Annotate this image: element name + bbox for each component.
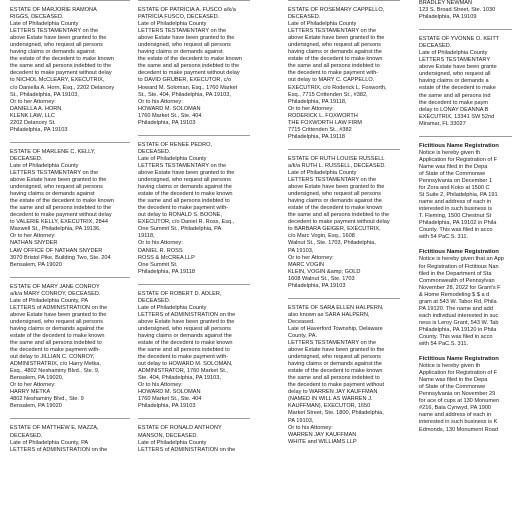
notice-line: the estate of the decedent to make known — [10, 198, 114, 205]
notice-line: the same and all persons indebted to — [288, 63, 380, 70]
notice-line: Bensalem, PA 19020 — [10, 403, 62, 410]
notice-line: the decedent to make payment with- — [10, 347, 101, 354]
notice-line: Late of Philadelphia County — [138, 21, 207, 28]
legal-notice — [419, 0, 512, 21]
notice-divider — [288, 298, 400, 299]
notice-line: MARC VOGIN — [288, 261, 325, 268]
notice-line: Notice is hereby given th — [419, 363, 481, 370]
notice-line: NATHAN SNYDER — [10, 240, 58, 247]
notice-line: undersigned, who request all — [419, 71, 491, 78]
notice-header: Fictitious Name Registration — [419, 142, 499, 149]
notice-line: EXECUTOR, c/o Daniel R. Ross, Esq., — [138, 219, 235, 226]
notice-line: DECEASED. — [10, 155, 43, 162]
notice-line: Name was filed in the Depa — [419, 163, 488, 170]
notice-line: DECEASED. — [419, 43, 452, 50]
notice-line: undersigned, who request all persons — [10, 318, 103, 325]
notice-line: above Estate have been granted to the — [288, 347, 385, 354]
notice-line: DECEASED. — [138, 297, 171, 304]
notice-line: out delay to HOWARD M. SOLOMAN, — [138, 361, 233, 368]
notice-line: estate of the decedent to make known — [138, 191, 233, 198]
notice-line: 1760 Market St., Ste. 404 — [138, 396, 202, 403]
notice-line: ROSS & McCREA LLP — [138, 254, 195, 261]
notice-line: Or to her Attorney: — [10, 233, 56, 240]
notice-line: PA 19103, — [288, 247, 314, 254]
notice-line: undersigned, who request all persons — [10, 184, 103, 191]
notice-line: above Estate have been granted to the — [288, 184, 385, 191]
notice-line: decedent to make payment without delay — [10, 212, 112, 219]
notice-line: the decedent to make paym — [419, 99, 489, 106]
notice-line: to NICHOL McCLEARY, EXECUTRIX, — [10, 77, 105, 84]
notice-divider — [288, 149, 400, 150]
notice-line: DECEASED. — [288, 14, 321, 21]
legal-notice — [419, 249, 512, 348]
notice-line: PATRICIA FUSCO, DECEASED. — [138, 14, 220, 21]
notice-line: estate of the decedent to make known — [10, 332, 105, 339]
notice-line: Deceased. — [288, 318, 315, 325]
notice-line: Esq., 4802 Neshaminy Blvd., Ste. 9, — [10, 368, 100, 375]
notice-line: WARREN JAY KAUFFMAN — [288, 431, 357, 438]
notice-line: 1608 Walnut St., Ste. 1703 — [288, 275, 355, 282]
notice-line: LETTERS of ADMINISTRATION on the — [138, 446, 236, 453]
notice-line: 7715 Crittenden St., #382 — [288, 126, 352, 133]
notice-line: DECEASED. — [138, 148, 171, 155]
notice-line: decedent to make payment without delay — [10, 70, 112, 77]
notice-line: KLEIN, VOGIN &amp; GOLD — [288, 268, 361, 275]
notice-line: the same and all persons indebted to — [138, 198, 230, 205]
notice-line: Philadelphia, PA 19118 — [138, 268, 196, 275]
legal-notice — [10, 284, 130, 411]
notice-line: RIGGS, DECEASED. — [10, 14, 64, 21]
notice-line: ESTATE OF RONALD ANTHONY — [138, 425, 222, 432]
notice-line: the same and all persons indebted to the — [138, 63, 240, 70]
notice-line: decedent to make payment without delay — [138, 70, 240, 77]
notice-line: Late of Philadelphia County — [288, 21, 357, 28]
notice-line: Or to his Attorney: — [138, 382, 183, 389]
notice-line: gram at 543 W. Tabor Rd, Phila — [419, 298, 497, 305]
notice-line: ESTATE OF MARY JANE CONROY — [10, 283, 100, 290]
notice-line: Or to her Attorney: — [288, 105, 334, 112]
notice-line: each individual interested in suc — [419, 312, 499, 319]
notice-line: having claims or demands against — [138, 49, 223, 56]
notice-line: Late of Haverford Township, Delaware — [288, 325, 383, 332]
notice-line: for Registration of Fictitious Nan — [419, 263, 499, 270]
notice-line: the same and all persons indebted to — [10, 340, 102, 347]
notice-line: LETTERS of ADMINISTRATION on the — [10, 446, 108, 453]
notice-line: the same and all persons indebted to the — [288, 212, 390, 219]
notice-line: delay to WARREN JAY KAUFFMAN — [288, 389, 378, 396]
notice-line: above Estate have been granted to the — [288, 35, 385, 42]
notice-divider — [419, 136, 512, 137]
notice-line: St., Philadelphia, PA 19103, — [10, 91, 79, 98]
notice-line: the same and all persons indebted to the — [10, 63, 112, 70]
legal-notice — [138, 425, 258, 453]
notice-line: to BARBARA GEIGER, EXECUTRIX, — [288, 226, 381, 233]
notice-line: HOWARD M. SOLOMAN — [138, 105, 201, 112]
notice-line: St., Ste. 404, Philadelphia, PA 19103, — [138, 91, 231, 98]
notice-line: Or to her Attorney: — [10, 98, 56, 105]
notice-line: Late of Philadelphia County, PA — [10, 439, 89, 446]
notice-line: above Estate have been grante — [419, 64, 497, 71]
legal-notice — [138, 7, 258, 127]
notice-line: ESTATE OF ROSEMARY CAPPELLO, — [288, 7, 385, 13]
notice-line: County. This was filed in acco — [419, 333, 493, 340]
notice-divider — [10, 277, 130, 278]
notice-line: the same and all persons ind — [419, 92, 491, 99]
notice-line: ESTATE OF ROBERT D. ADLER, — [138, 290, 222, 297]
notice-line: above Estate have been granted to the — [138, 169, 235, 176]
notice-line: a/k/a MARY CONROY, DECEASED. — [10, 290, 101, 297]
notice-line: Or to his Attorney: — [138, 98, 183, 105]
notice-divider — [138, 0, 250, 1]
notice-line: Edmonds, 130 Monument Road — [419, 426, 498, 433]
notice-line: Notice is hereby given that an App — [419, 256, 504, 263]
notice-line: THE FOXWORTH LAW FIRM — [288, 119, 362, 126]
notice-line: Ste. 404, Philadelphia, PA 19103, — [138, 375, 221, 382]
notice-line: with 54 PaC.S. 311. — [419, 234, 469, 241]
notice-line: for ace of cups at 130 Monumen — [419, 398, 500, 405]
notice-line: of State of the Commonwe — [419, 170, 486, 177]
notice-line: ESTATE OF YVONNE O. KEITT — [419, 36, 500, 43]
notice-line: LETTERS TESTAMENTARY on the — [288, 28, 377, 35]
notice-line: Esq., 7715 Crittenden St., #382, — [288, 91, 368, 98]
notice-line: undersigned, who request all persons — [138, 42, 231, 49]
notice-line: Notice is hereby given th — [419, 149, 481, 156]
notice-divider — [288, 0, 400, 1]
notice-line: undersigned, who request all persons — [10, 42, 103, 49]
notice-line: LETTERS TESTAMENTARY on the — [288, 177, 377, 184]
notice-line: undersigned, who request all persons — [138, 177, 231, 184]
notice-line: 2202 Delancey St. — [10, 119, 56, 126]
notice-line: the decedent to make payment with- — [138, 205, 229, 212]
notice-divider — [138, 284, 250, 285]
notice-line: estate of the decedent to make — [419, 85, 496, 92]
notice-divider — [10, 142, 130, 143]
notice-line: estate of the decedent to make known — [138, 340, 233, 347]
notice-line: Philadelphia, PA 19103 — [10, 126, 68, 133]
notice-line: estate of the decedent to make known — [288, 205, 383, 212]
notice-line: the estate of the decedent to make known — [138, 56, 242, 63]
notice-line: EXECUTRIX, 13341 SW 52nd — [419, 113, 495, 120]
notice-line: #216, Bala Cynwyd, PA 1900 — [419, 405, 492, 412]
notice-line: Philadelphia, PA 19103 — [288, 282, 346, 289]
notice-line: Philadelphia, PA 19118, — [288, 98, 347, 105]
notice-divider — [138, 135, 250, 136]
notice-line: Late of Philadelphia County — [10, 162, 79, 169]
column-3 — [288, 0, 408, 454]
notice-line: Philadelphia, PA 19103 — [138, 119, 196, 126]
notice-line: ESTATE OF MARLENE C. KELLY, — [10, 148, 96, 155]
notice-line: the estate of the decedent to make known — [10, 56, 114, 63]
notice-line: (NAMED IN WILL AS WARREN J. — [288, 396, 373, 403]
notice-line: the decedent to make payment without — [288, 382, 385, 389]
notice-line: Philadelphia, PA 19109 — [419, 14, 477, 21]
notice-line: Market Street, Ste. 1800, Philadelphia, — [288, 410, 384, 417]
notice-divider — [10, 0, 130, 1]
notice-line: undersigned, who request all persons — [288, 354, 381, 361]
notice-line: having claims or demands against — [10, 49, 95, 56]
notice-line: Bensalem, PA 19020 — [10, 261, 62, 268]
notice-line: St Suite 2, Philadelphia, PA 191 — [419, 192, 498, 199]
notice-line: Pennsylvania on November 29 — [419, 391, 496, 398]
notice-line: HARRY METKA — [10, 389, 51, 396]
notice-line: ESTATE OF RUTH LOUISE RUSSELL — [288, 155, 385, 162]
notice-line: c/o Marc Vogin, Esq., 1608 — [288, 233, 355, 240]
notice-line: ESTATE OF SARA ELLEN HALPERN, — [288, 304, 384, 311]
notice-line: LETTERS TESTAMENTARY on the — [138, 162, 227, 169]
legal-notice — [288, 305, 408, 446]
notice-line: EXECUTRIX, c/o Roderick L. Foxworth, — [288, 84, 387, 91]
notice-line: LETTERS of ADMINISTRATION on the — [10, 304, 108, 311]
notice-line: DECEASED. — [10, 432, 43, 439]
notice-line: Commonwealth of Pennsylvan — [419, 277, 495, 284]
notice-line: BRADLEY NEWMAN — [419, 0, 473, 6]
notice-line: ESTATE OF PATRICIA A. FUSCO a/k/a — [138, 7, 236, 13]
notice-line: to DAVID GRUBER, EXECUTOR, c/o — [138, 77, 232, 84]
notice-line: interested in such business is K — [419, 419, 498, 426]
notice-divider — [10, 418, 130, 419]
notice-line: having claims or demands against the — [138, 332, 232, 339]
notice-line: Philadelphia, PA 19120 in Phila — [419, 326, 497, 333]
notice-line: to VALERIE KELLY, EXECUTRIX, 2844 — [10, 219, 108, 226]
notice-line: above Estate have been granted to the — [138, 35, 235, 42]
notice-line: LETTERS of ADMINISTRATION on the — [138, 311, 236, 318]
notice-header: Fictitious Name Registration — [419, 356, 499, 363]
notice-line: November 28, 2022 for Grant's F — [419, 284, 501, 291]
notice-line: KLENK LAW, LLC — [10, 112, 55, 119]
notice-line: undersigned, who request all persons — [288, 191, 381, 198]
notice-line: HOWARD M. SOLOMAN — [138, 389, 201, 396]
notice-line: Application for Registration of F — [419, 370, 498, 377]
notice-line: T. Fleming, 1500 Chestnut St — [419, 213, 492, 220]
legal-notice — [288, 7, 408, 141]
notice-line: the decedent to make payment with- — [288, 70, 379, 77]
notice-line: Late of Philadelphia County, PA — [10, 297, 89, 304]
notice-line: DANIEL R. ROSS — [138, 247, 183, 254]
notice-line: Or to his Attorney: — [138, 240, 183, 247]
notice-line: 19118, — [138, 233, 155, 240]
notice-line: filed in the Department of Sta — [419, 270, 492, 277]
notice-line: having claims or demands against the — [288, 361, 382, 368]
notice-line: Name was filed in the Depa — [419, 377, 488, 384]
notice-line: ADMINISTRATRIX, c/o Harry Metka, — [10, 361, 101, 368]
notice-line: Bensalem, PA 19020, — [10, 375, 64, 382]
notice-line: Application for Registration of F — [419, 156, 498, 163]
notice-line: having claims or demands against the — [288, 49, 382, 56]
notice-line: Philadelphia, PA 19102 in Phila — [419, 220, 497, 227]
notice-line: above Estate have been granted to the — [10, 311, 107, 318]
notice-line: decedent to make payment without delay — [288, 219, 390, 226]
notice-line: a/k/a RUTH L. RUSSELL, DECEASED. — [288, 162, 386, 169]
notice-line: Late of Philadelphia County — [138, 439, 207, 446]
notice-line: LETTERS TESTAMENTARY on the — [10, 169, 99, 176]
notice-line: Late of Philadelphia County — [288, 169, 357, 176]
notice-line: of State of the Commonwe — [419, 384, 486, 391]
notice-line: with 54 PaC.S. 311. — [419, 341, 469, 348]
notice-line: 123 S. Broad Street, Ste. 1030 — [419, 7, 496, 14]
notice-line: KAUFFMAN), EXECUTOR, 1650 — [288, 403, 371, 410]
notice-line: estate of the decedent to make known — [288, 56, 383, 63]
notice-line: estate of the decedent to make known — [288, 368, 383, 375]
notice-line: 4802 Neshaminy Blvd., Ste. 9 — [10, 396, 84, 403]
notice-line: out delay to MARY C. CAPPELLO, — [288, 77, 375, 84]
notice-line: c/o Daniella A. Horn, Esq., 2202 Delancey — [10, 84, 115, 91]
notice-line: Late of Philadelphia County — [138, 304, 207, 311]
notice-line: for Zora and Koko at 1500 C — [419, 185, 490, 192]
notice-line: PA 19103, — [288, 417, 314, 424]
notice-line: LAW OFFICE OF NATHAN SNYDER — [10, 247, 103, 254]
notice-line: Pennsylvania on December 1 — [419, 177, 493, 184]
notice-line: One Summit St. — [138, 261, 178, 268]
notice-line: ESTATE OF MARJORIE RAMONA — [10, 7, 97, 13]
legal-notice — [419, 143, 512, 242]
notice-line: Or to her Attorney: — [288, 254, 334, 261]
notice-line: ESTATE OF RENEE PEDRO, — [138, 141, 213, 148]
notice-line: Walnut St., Ste. 1703, Philadelphia, — [288, 240, 376, 247]
notice-line: interested in such business is — [419, 206, 493, 213]
legal-notice — [288, 156, 408, 290]
legal-notice — [419, 356, 512, 434]
notice-line: Philadelphia, PA 19118 — [288, 133, 346, 140]
notice-line: LETTERS TESTAMENTARY — [419, 57, 491, 64]
column-2 — [138, 0, 258, 462]
notice-line: above Estate have been granted to the — [10, 35, 107, 42]
notice-line: Miramar, FL 33027 — [419, 120, 466, 127]
notice-line: PA 19120. The name and add — [419, 305, 493, 312]
legal-notice — [138, 291, 258, 411]
legal-notice — [10, 149, 130, 269]
column-4 — [419, 0, 512, 442]
legal-notice — [10, 7, 130, 134]
notice-line: Maxwell St., Philadelphia, PA 19136, — [10, 226, 101, 233]
notice-line: DANIELLA A. HORN — [10, 105, 62, 112]
notice-line: LETTERS TESTAMENTARY on the — [288, 340, 377, 347]
notice-line: undersigned, who request all persons — [138, 325, 231, 332]
notice-line: having claims or demands against the — [138, 184, 232, 191]
notice-header: Fictitious Name Registration — [419, 249, 499, 256]
notice-line: ness is Leroy Grant, 543 W. Tab — [419, 319, 499, 326]
notice-divider — [419, 29, 512, 30]
notice-line: out delay to RONALD S. BOONE, — [138, 212, 222, 219]
notice-line: MANSON, DECEASED. — [138, 432, 198, 439]
column-1 — [10, 0, 130, 462]
notice-line: Or to her Attorney: — [10, 382, 56, 389]
notice-line: & Home Remodeling $ $ a d — [419, 291, 490, 298]
notice-line: County, PA. — [288, 332, 318, 339]
notice-divider — [138, 418, 250, 419]
notice-line: Late of Philadelphia County — [138, 155, 207, 162]
notice-line: the same and all persons indebted to — [138, 347, 230, 354]
notice-line: 1760 Market St., Ste. 404 — [138, 112, 202, 119]
notice-line: out delay to JILLIAN C. CONROY, — [10, 354, 95, 361]
notice-line: the same and all persons indebted to the — [10, 205, 112, 212]
notice-line: also known as SARA HALPERN, — [288, 311, 370, 318]
notice-line: Late of Philadelphia County — [419, 50, 488, 57]
notice-line: 3070 Bristol Pike, Building Two, Ste. 204 — [10, 254, 111, 261]
notice-line: name and address of each in — [419, 412, 492, 419]
notice-line: having claims or demands a — [419, 78, 489, 85]
notice-line: name and address of each in — [419, 199, 492, 206]
notice-line: having claims or demands against the — [10, 325, 104, 332]
notice-line: the same and all persons indebted to — [288, 375, 380, 382]
notice-line: RODERICK L. FOXWORTH — [288, 112, 358, 119]
notice-line: ADMINISTRATOR, 1760 Market St., — [138, 368, 228, 375]
legal-notice — [138, 142, 258, 276]
notice-line: One Summit St., Philadelphia, PA — [138, 226, 222, 233]
notice-line: having claims or demands against — [10, 191, 95, 198]
notice-line: County. This was filed in acco — [419, 227, 493, 234]
legal-notice — [419, 36, 512, 128]
notice-line: above Estate have been granted to the — [138, 318, 235, 325]
notice-line: WHITE and WILLIAMS LLP — [288, 438, 357, 445]
legal-notice — [10, 425, 130, 453]
notice-line: undersigned, who request all persons — [288, 42, 381, 49]
notice-line: LETTERS TESTAMENTARY on the — [10, 28, 99, 35]
notice-line: Or to his Attorney: — [288, 424, 333, 431]
notice-line: ESTATE OF MATTHEW E. MAZZA, — [10, 425, 99, 432]
notice-line: having claims or demands against the — [288, 198, 382, 205]
notice-line: Late of Philadelphia County — [10, 21, 79, 28]
notice-line: LETTERS TESTAMENTARY on the — [138, 28, 227, 35]
notice-line: Philadelphia, PA 19103 — [138, 403, 196, 410]
notice-line: above Estate have been granted to the — [10, 177, 107, 184]
notice-line: the decedent to make payment with- — [138, 354, 229, 361]
notice-line: Howard M. Soloman, Esq., 1760 Market — [138, 84, 238, 91]
notice-line: delay to LONAY DEANNA B — [419, 106, 489, 113]
